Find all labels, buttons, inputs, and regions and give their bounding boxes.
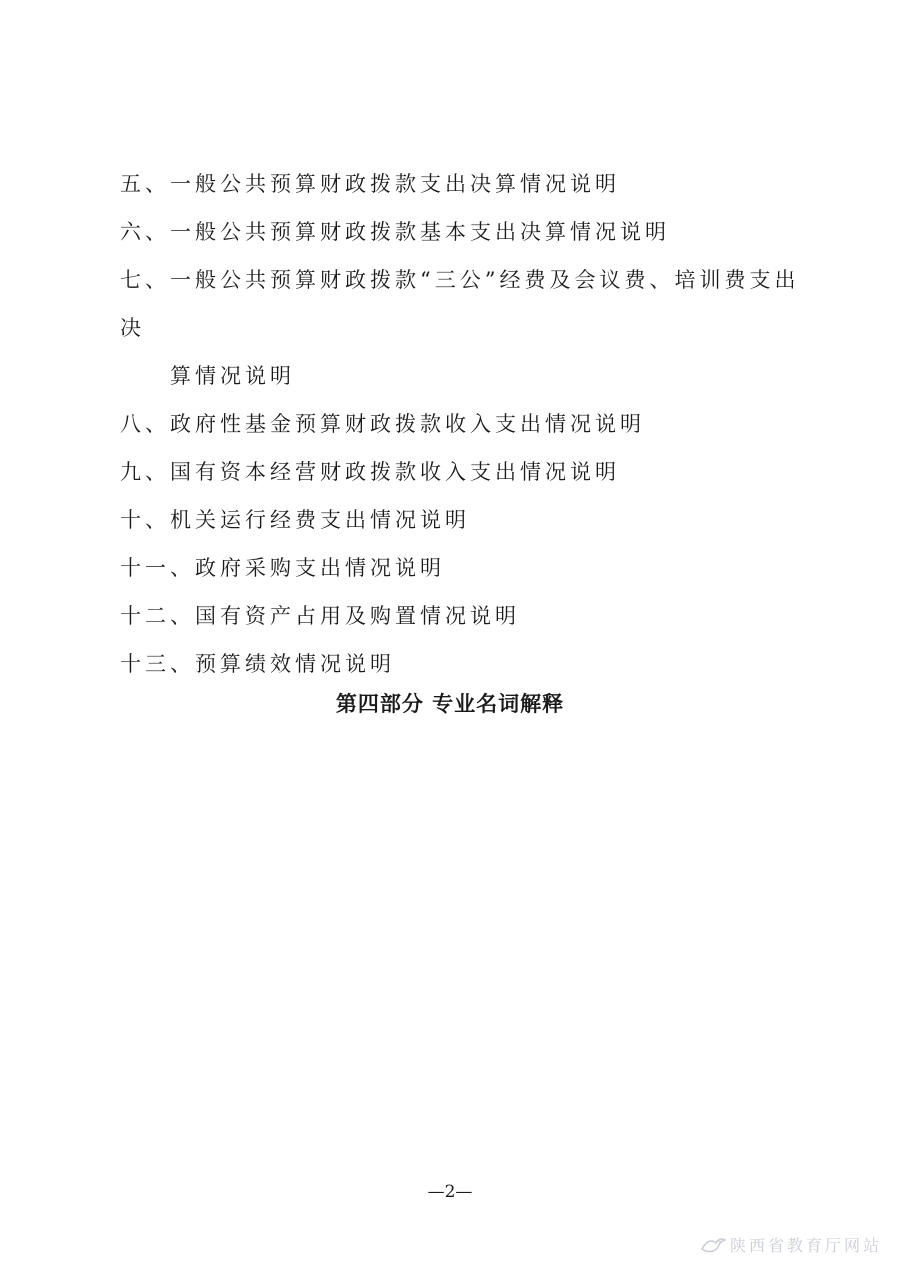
toc-item-9 [120,448,820,496]
toc-item-text: 六、一般公共预算财政拨款基本支出决算情况说明 [120,220,670,244]
toc-item-11 [120,544,820,592]
toc-item-8 [120,400,820,448]
toc-list [120,160,820,688]
toc-item-text: 十一、政府采购支出情况说明 [120,556,445,580]
toc-item-7 [120,256,800,400]
toc-item-6 [120,208,820,256]
toc-item-text: 十三、预算绩效情况说明 [120,652,395,676]
toc-item-continuation: 算情况说明 [170,364,295,388]
toc-item-12 [120,592,820,640]
toc-item-text: 五、一般公共预算财政拨款支出决算情况说明 [120,172,620,196]
site-watermark [700,1233,882,1256]
toc-item-text: 九、国有资本经营财政拨款收入支出情况说明 [120,460,620,484]
toc-item-text: 八、政府性基金预算财政拨款收入支出情况说明 [120,412,645,436]
toc-item-text: 十、机关运行经费支出情况说明 [120,508,470,532]
watermark-text: 陕西省教育厅网站 [729,1236,882,1255]
toc-item-text: 十二、国有资产占用及购置情况说明 [120,604,520,628]
toc-item-13 [120,640,820,688]
toc-item-10 [120,496,820,544]
section-heading: 第四部分 专业名词解释 [335,692,565,716]
bird-logo-icon [700,1235,726,1255]
page-number: —2— [427,1182,473,1202]
toc-item-text: 七、一般公共预算财政拨款“三公”经费及会议费、培训费支出决 [120,268,800,340]
toc-item-5 [120,160,820,208]
